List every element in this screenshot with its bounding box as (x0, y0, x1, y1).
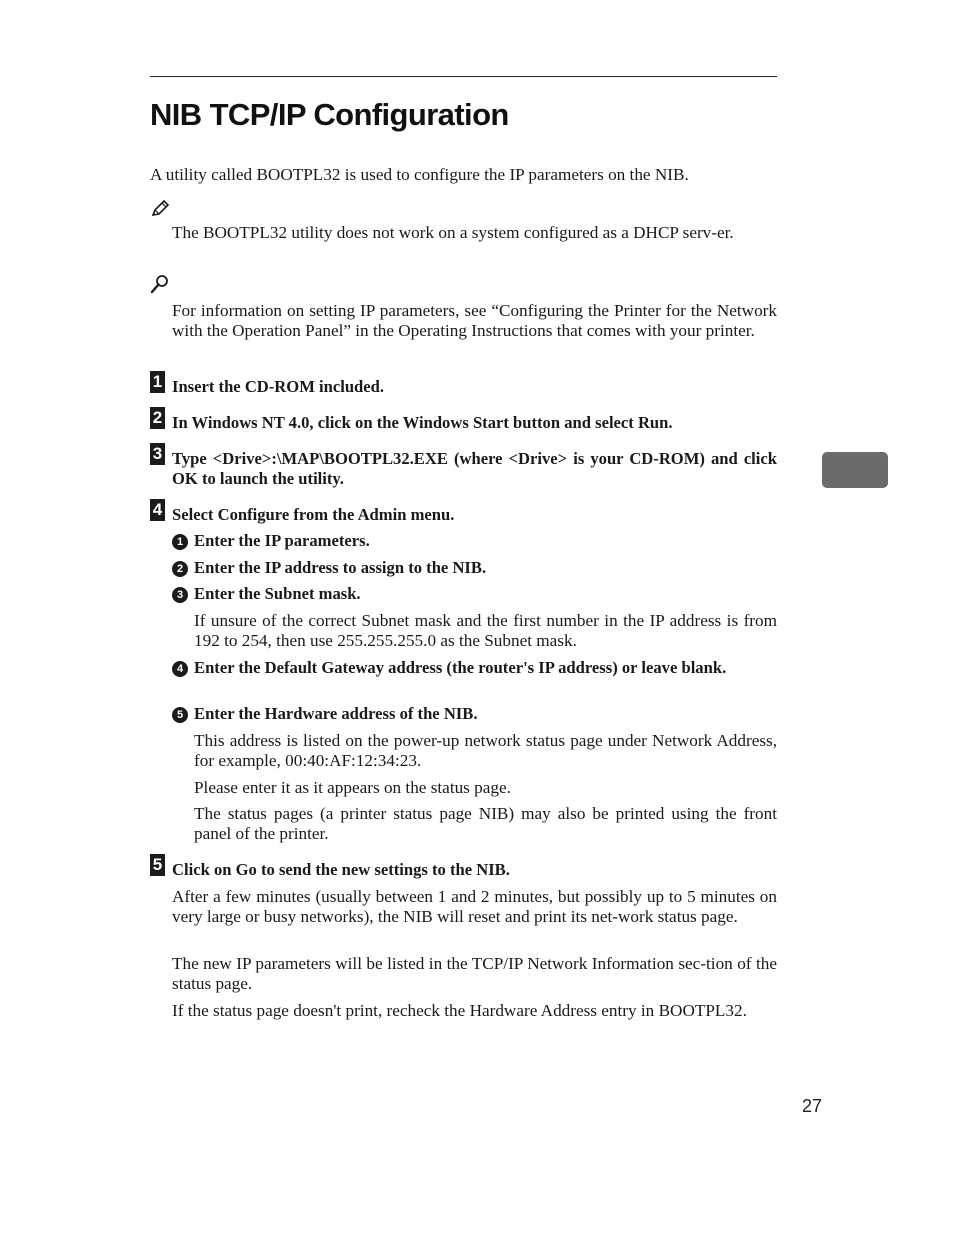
page-number: 27 (801, 1096, 822, 1116)
step-number: 4 (150, 499, 165, 521)
substep-body: This address is listed on the power-up network status page under Network Address, for example, 00:40:AF:12:34:23. (194, 731, 777, 770)
reference-text: For information on setting IP parameters, see “Configuring the Printer for the Network with the Operation Panel” in the Operating Instructions that comes with your printer. (172, 301, 777, 340)
step-number: 2 (150, 407, 165, 429)
step-text: In Windows NT 4.0, click on the Windows Start button and select Run. (172, 413, 673, 432)
step-text: Insert the CD-ROM included. (172, 377, 385, 396)
substep-number: 5 (172, 707, 188, 723)
step-number: 3 (150, 443, 165, 465)
chapter-tab (822, 452, 888, 488)
substep-text: Enter the Hardware address of the NIB. (194, 704, 478, 723)
step-body: If the status page doesn't print, recheck the Hardware Address entry in BOOTPL32. (172, 1001, 747, 1020)
pencil-note-icon (150, 199, 170, 219)
note-text: The BOOTPL32 utility does not work on a system configured as a DHCP serv-er. (172, 223, 734, 242)
substep-number: 4 (172, 661, 188, 677)
step-text: Select Configure from the Admin menu. (172, 505, 455, 524)
step-number: 5 (150, 854, 165, 876)
substep-text: Enter the Default Gateway address (the router's IP address) or leave blank. (194, 658, 727, 677)
substep-number: 1 (172, 534, 188, 550)
substep-text: Enter the Subnet mask. (194, 584, 361, 603)
header-rule (150, 76, 777, 77)
intro-paragraph: A utility called BOOTPL32 is used to configure the IP parameters on the NIB. (150, 165, 689, 184)
substep-text: Enter the IP parameters. (194, 531, 370, 550)
substep-number: 2 (172, 561, 188, 577)
page-title: NIB TCP/IP Configuration (150, 97, 509, 132)
substep-body: Please enter it as it appears on the status page. (194, 778, 511, 797)
step-body: After a few minutes (usually between 1 and 2 minutes, but possibly up to 5 minutes on very large or busy networks), the NIB will reset and print its net-work status page. (172, 887, 777, 926)
substep-number: 3 (172, 587, 188, 603)
substep-body: The status pages (a printer status page NIB) may also be printed using the front panel of the printer. (194, 804, 777, 843)
substep-text: Enter the IP address to assign to the NIB. (194, 558, 487, 577)
step-text: Type <Drive>:\MAP\BOOTPL32.EXE (where <Drive> is your CD-ROM) and click OK to launch the utility. (172, 449, 777, 488)
step-number: 1 (150, 371, 165, 393)
step-text: Click on Go to send the new settings to the NIB. (172, 860, 510, 879)
step-body: The new IP parameters will be listed in the TCP/IP Network Information sec-tion of the status page. (172, 954, 777, 993)
substep-body: If unsure of the correct Subnet mask and the first number in the IP address is from 192 to 254, then use 255.255.255.0 as the Subnet mask. (194, 611, 777, 650)
magnifier-reference-icon (150, 274, 170, 294)
